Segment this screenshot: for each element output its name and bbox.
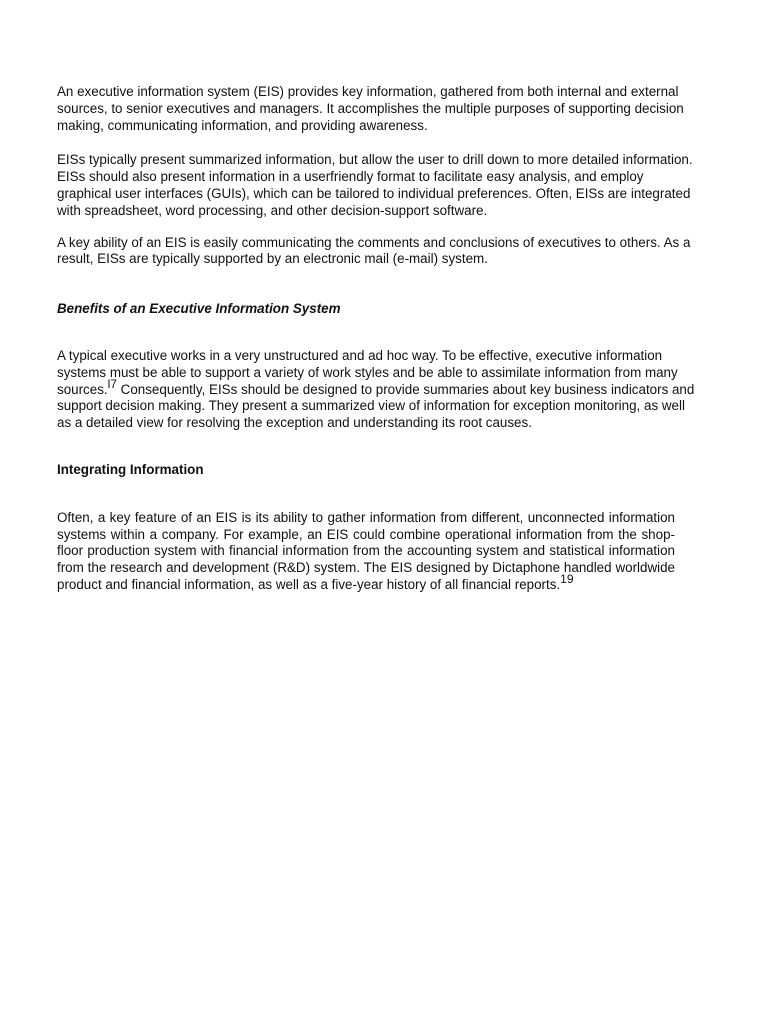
heading-integrating-information: Integrating Information [57, 461, 204, 477]
paragraph-benefits [57, 348, 697, 432]
paragraph-eis-features: EISs typically present summarized information, but allow the user to drill down to more detailed information. EISs should also present information in a userfriendly format to facilitate easy analysis, and employ graphical user interfaces (GUIs), which can be tailored to individual preferences. Often, EISs are integrated with spreadsheet, word processing, and other decision-support software. [57, 152, 693, 218]
paragraph-benefits-text-2: Consequently, EISs should be designed to provide summaries about key business indicators and support decision making. They present a summarized view of information for exception monitoring, as well as a detailed view for resolving the exception and understanding its root causes. [57, 381, 695, 431]
paragraph-benefits-text-1: A typical executive works in a very unstructured and ad hoc way. To be effective, executive information systems must be able to support a variety of work styles and be able to assimilate information from many sources. [57, 347, 678, 397]
paragraph-eis-definition: An executive information system (EIS) provides key information, gathered from both internal and external sources, to senior executives and managers. It accomplishes the multiple purposes of supporting decision making, communicating information, and providing awareness. [57, 84, 684, 133]
document-page [57, 84, 697, 594]
paragraph-eis-communication: A key ability of an EIS is easily communicating the comments and conclusions of executives to others. As a result, EISs are typically supported by an electronic mail (e-mail) system. [57, 234, 691, 267]
footnote-marker-17: l7 [107, 376, 117, 391]
heading-benefits: Benefits of an Executive Information System [57, 301, 341, 317]
footnote-marker-19: 19 [560, 571, 574, 586]
paragraph-integrating-text: Often, a key feature of an EIS is its ability to gather information from different, unconnected information systems within a company. For example, an EIS could combine operational information from the shop-floor production system with financial information from the accounting system and statistical information from the research and development (R&D) system. The EIS designed by Dictaphone handled worldwide product and financial information, as well as a five-year history of all financial reports. [57, 509, 675, 592]
paragraph-integrating [57, 510, 675, 594]
